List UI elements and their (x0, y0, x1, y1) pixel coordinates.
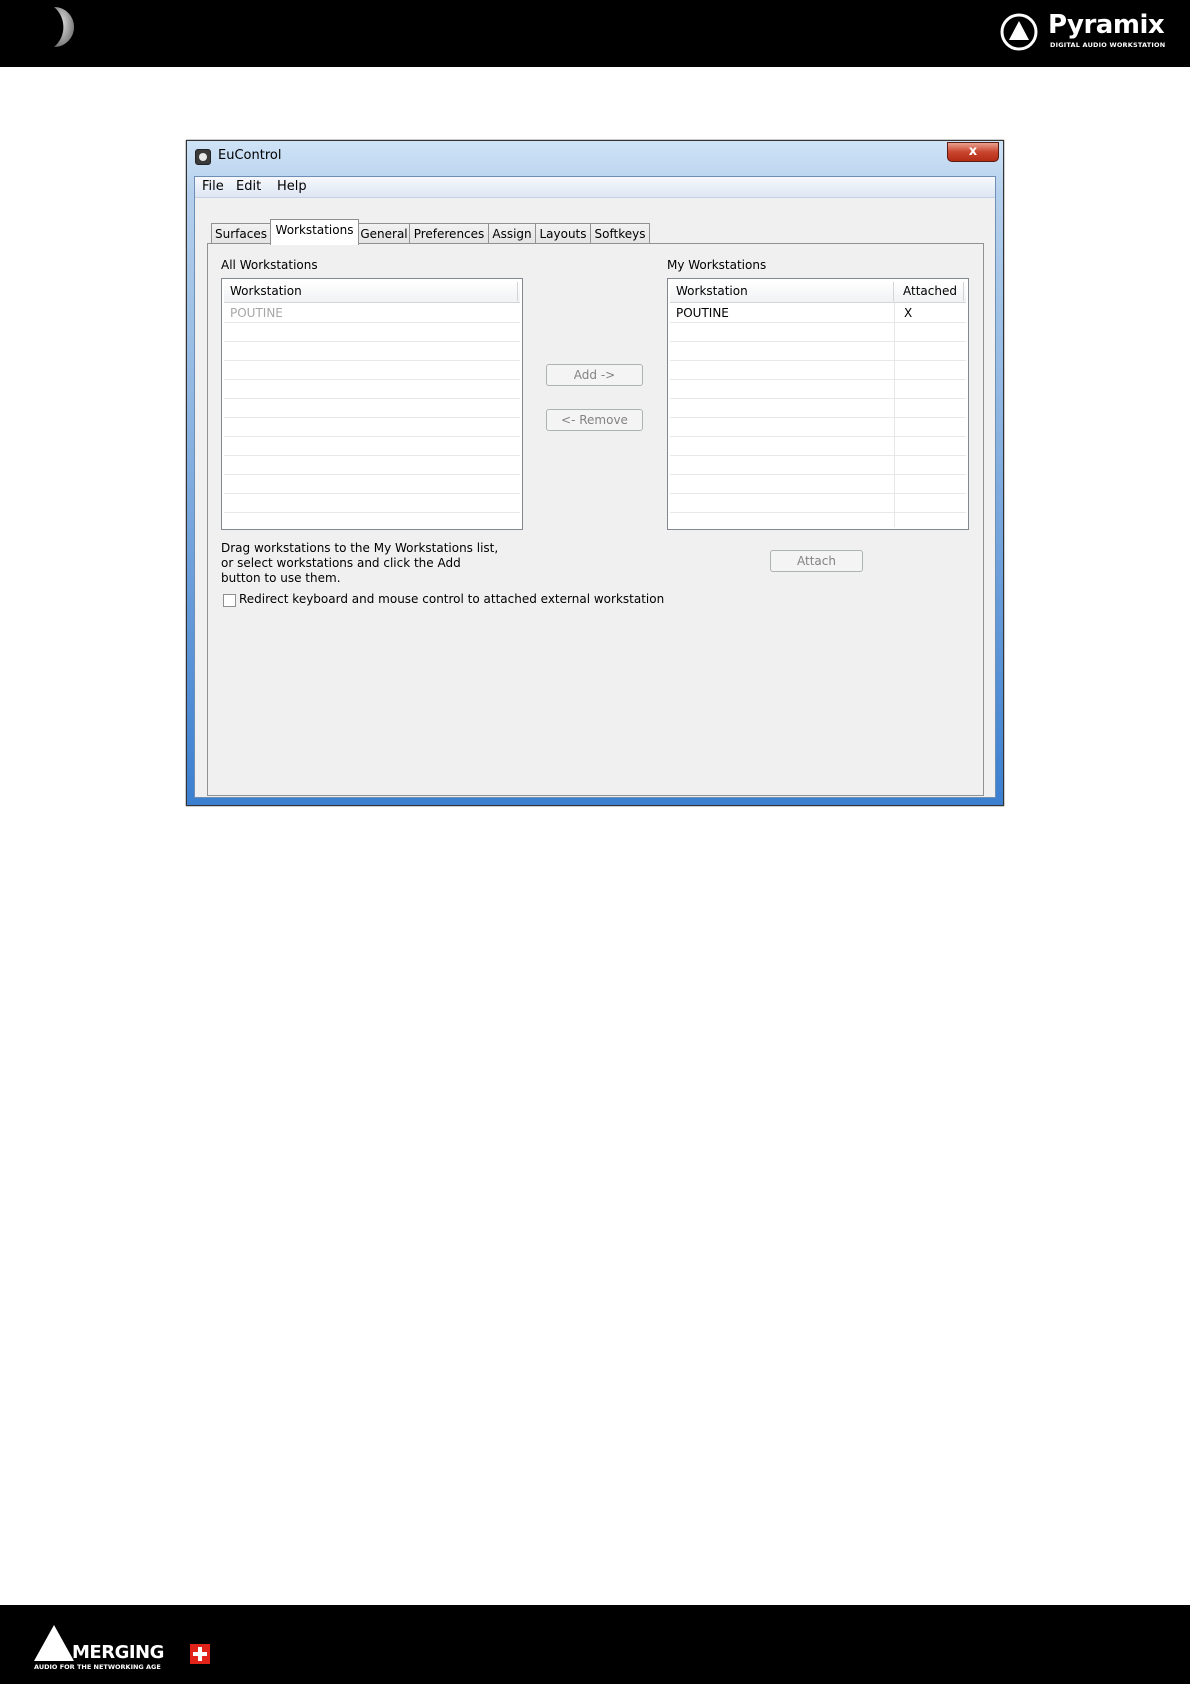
column-header-attached[interactable]: Attached (903, 284, 957, 298)
all-workstations-label: All Workstations (221, 258, 318, 272)
moon-icon (46, 6, 74, 48)
list-item (224, 341, 520, 361)
pyramix-brand-name: Pyramix (1048, 10, 1165, 40)
table-row (670, 341, 966, 361)
merging-brand-tagline: AUDIO FOR THE NETWORKING AGE (34, 1663, 161, 1671)
list-item (224, 455, 520, 475)
tab-workstations[interactable]: Workstations (270, 219, 359, 245)
table-row (670, 398, 966, 418)
list-item (224, 436, 520, 456)
list-item (224, 398, 520, 418)
all-workstations-list[interactable] (221, 278, 523, 530)
list-item (224, 512, 520, 530)
table-row (670, 379, 966, 399)
top-banner (0, 0, 1190, 67)
redirect-checkbox[interactable] (223, 594, 236, 607)
merging-logo (34, 1625, 224, 1673)
workstations-panel (207, 243, 984, 796)
list-item (224, 379, 520, 399)
column-header-workstation[interactable]: Workstation (230, 284, 302, 298)
table-row (670, 512, 966, 530)
tab-general[interactable]: General (358, 223, 410, 244)
table-row (670, 474, 966, 494)
pyramix-logo (1000, 10, 1175, 56)
pyramix-logo-icon (1000, 13, 1038, 51)
table-row (670, 322, 966, 342)
table-row (670, 360, 966, 380)
my-workstations-list[interactable] (667, 278, 969, 530)
window-client (194, 176, 996, 798)
list-item[interactable] (224, 303, 520, 323)
table-row (670, 455, 966, 475)
add-button[interactable]: Add -> (546, 364, 643, 386)
list-item (224, 493, 520, 513)
attached-flag: X (904, 306, 913, 320)
merging-brand-name: MERGING (72, 1642, 164, 1663)
table-row (670, 417, 966, 437)
list-item (224, 417, 520, 437)
tab-layouts[interactable]: Layouts (535, 223, 591, 244)
menu-bar (195, 177, 995, 198)
title-bar[interactable] (187, 141, 1003, 171)
column-separator[interactable] (893, 282, 894, 301)
tab-preferences[interactable]: Preferences (409, 223, 489, 244)
column-header-workstation[interactable]: Workstation (676, 284, 748, 298)
my-workstations-header (670, 281, 966, 303)
column-separator[interactable] (517, 282, 518, 301)
swiss-cross-icon (190, 1644, 210, 1664)
table-row[interactable] (670, 303, 966, 323)
list-item (224, 322, 520, 342)
my-workstations-label: My Workstations (667, 258, 767, 272)
close-button[interactable]: x (947, 142, 999, 162)
workstation-name: POUTINE (230, 306, 283, 320)
table-row (670, 493, 966, 513)
table-row (670, 436, 966, 456)
window-title: EuControl (218, 148, 282, 163)
attach-button[interactable]: Attach (770, 550, 863, 572)
list-item (224, 360, 520, 380)
remove-button[interactable]: <- Remove (546, 409, 643, 431)
all-workstations-header (224, 281, 520, 303)
redirect-checkbox-label[interactable]: Redirect keyboard and mouse control to attached external workstation (239, 592, 665, 606)
pyramix-brand-tagline: DIGITAL AUDIO WORKSTATION (1050, 41, 1166, 49)
column-separator[interactable] (963, 282, 964, 301)
menu-edit[interactable]: Edit (236, 179, 262, 194)
bottom-banner (0, 1605, 1190, 1684)
instructions-text: Drag workstations to the My Workstations list, or select workstations and click the Add button to use them. (221, 541, 499, 585)
menu-help[interactable]: Help (277, 179, 307, 194)
menu-file[interactable]: File (202, 179, 224, 194)
app-icon[interactable] (195, 149, 211, 165)
list-item (224, 474, 520, 494)
tab-assign[interactable]: Assign (488, 223, 536, 244)
eucontrol-window (186, 140, 1004, 806)
workstation-name: POUTINE (676, 306, 729, 320)
tab-softkeys[interactable]: Softkeys (590, 223, 650, 244)
tab-surfaces[interactable]: Surfaces (211, 223, 271, 244)
